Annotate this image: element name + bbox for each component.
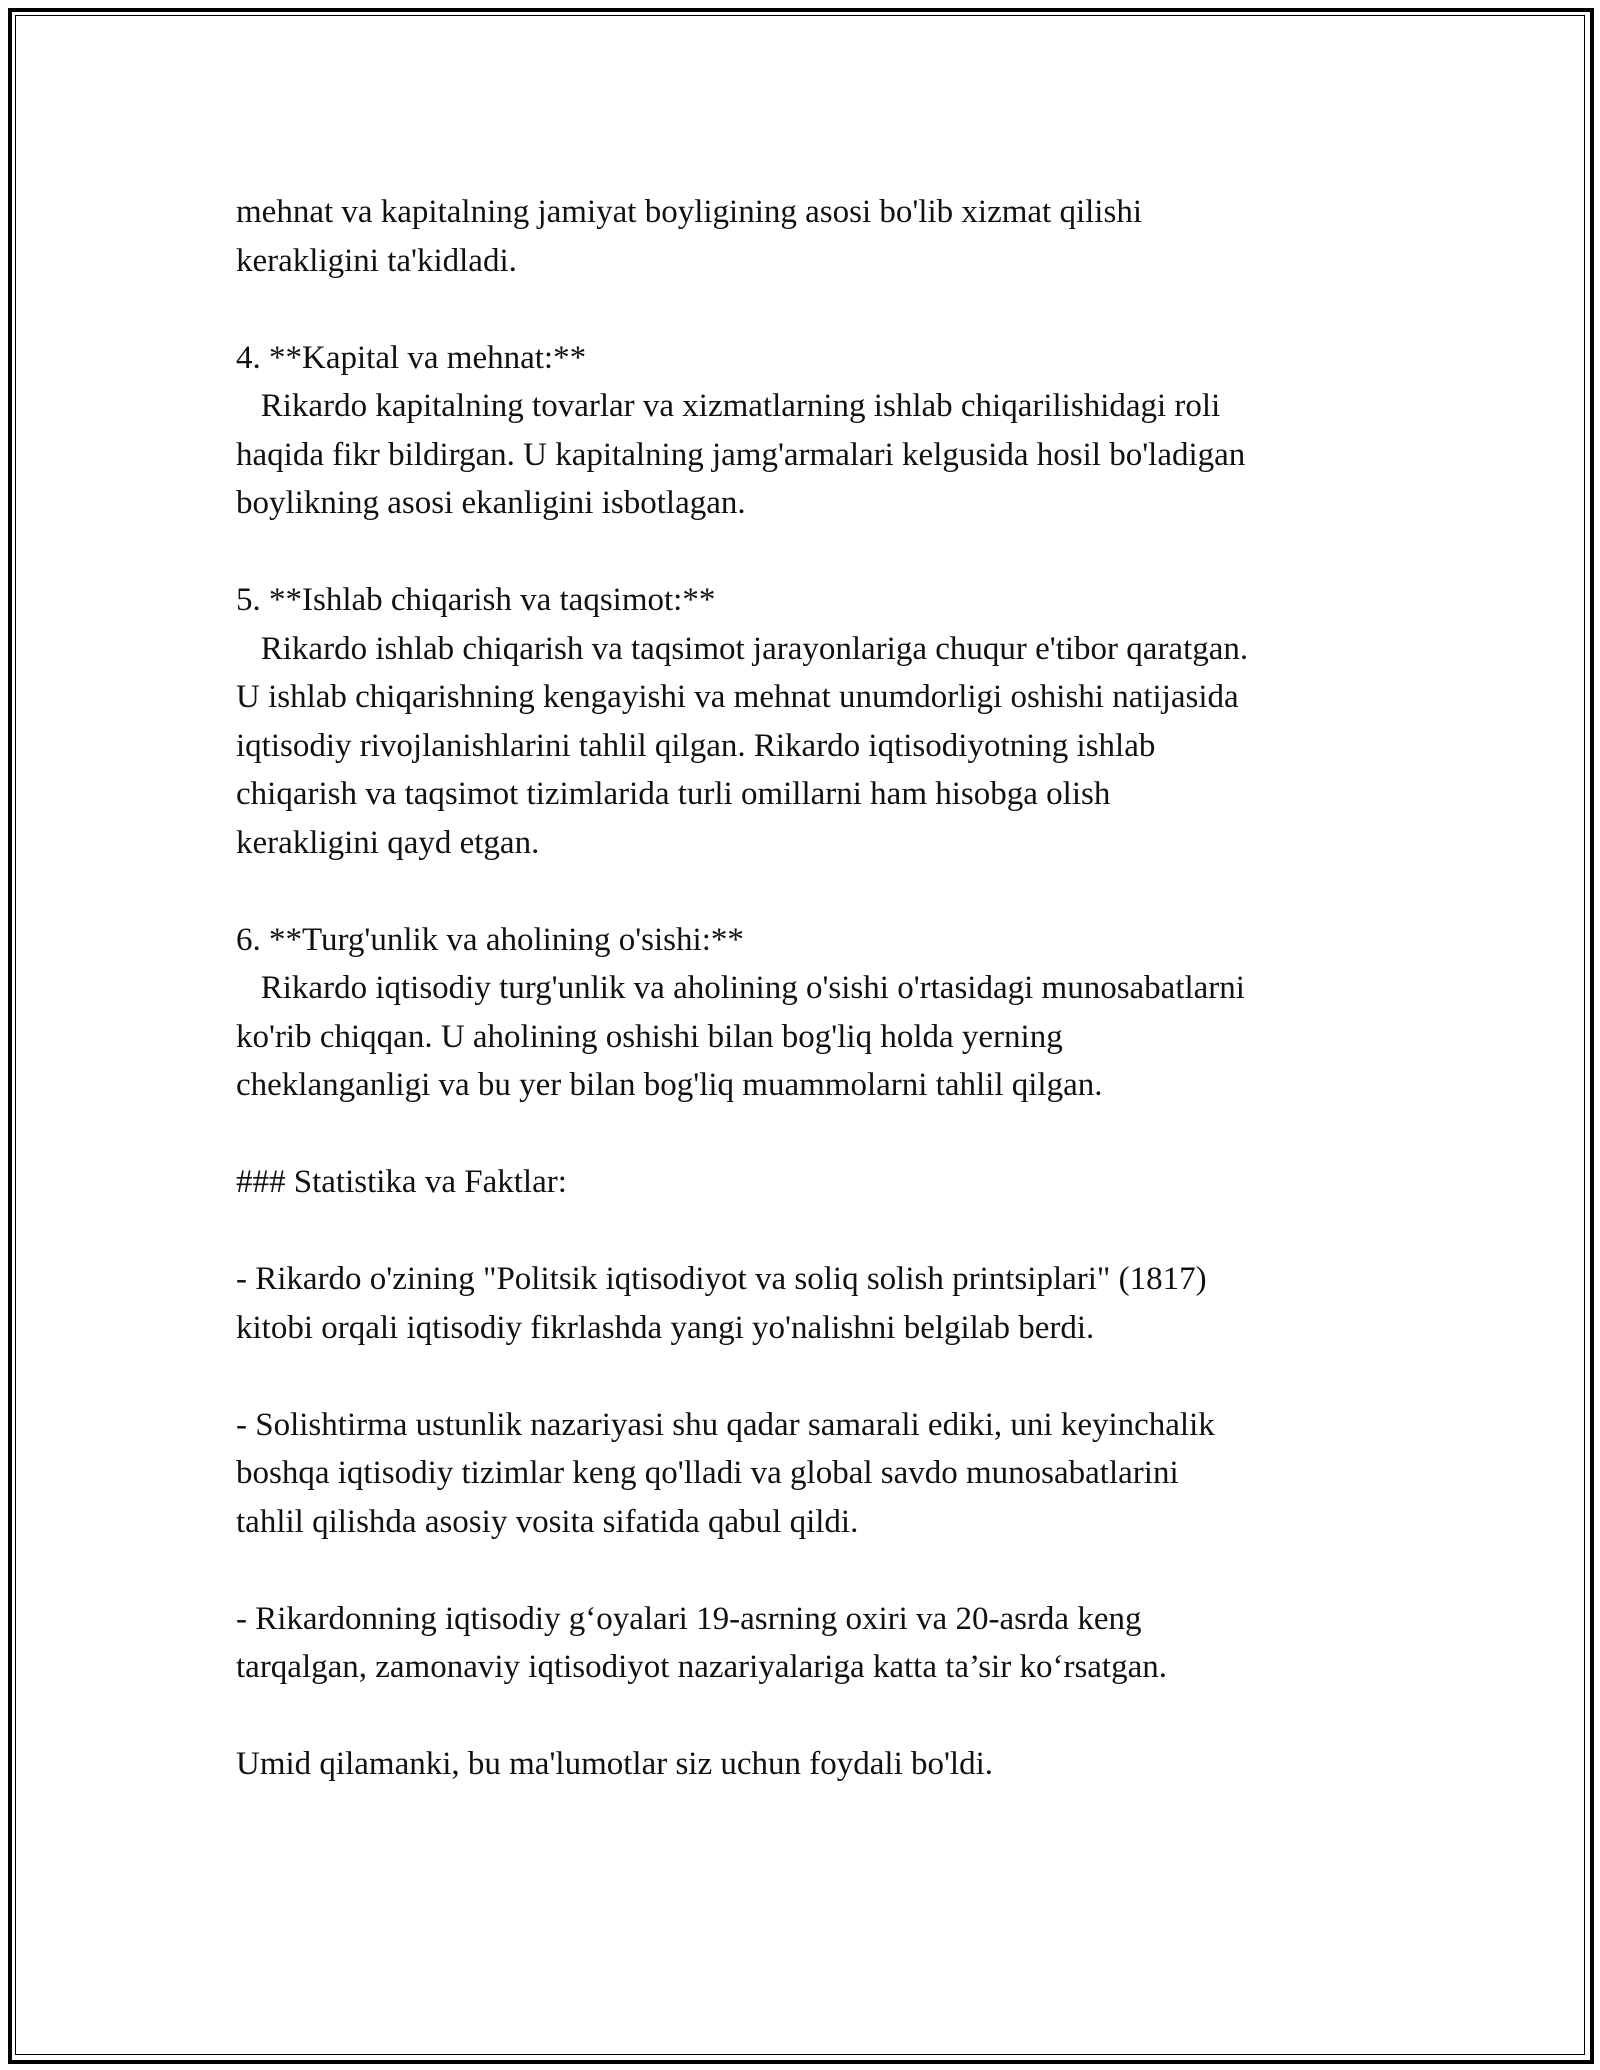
paragraph-gap [236,528,1416,577]
bullet-item [236,1255,1416,1352]
text-line: kitobi orqali iqtisodiy fikrlashda yangi yo'nalishni belgilab berdi. [236,1309,1095,1346]
section-kapital-va-mehnat [236,334,1416,528]
paragraph-gap [236,1352,1416,1401]
paragraph-gap [236,1692,1416,1741]
closing-line: Umid qilamanki, bu ma'lumotlar siz uchun foydali bo'ldi. [236,1746,994,1782]
text-line: - Solishtirma ustunlik nazariyasi shu qadar samarali ediki, uni keyinchalik [236,1406,1215,1443]
text-line: U ishlab chiqarishning kengayishi va mehnat unumdorligi oshishi natijasida [236,679,1239,715]
text-line: mehnat va kapitalning jamiyat boyligining asosi bo'lib xizmat qilishi [236,194,1142,230]
text-line: ko'rib chiqqan. U aholining oshishi bilan bog'liq holda yerning [236,1018,1063,1055]
bullet-item [236,1401,1416,1547]
paragraph-gap [236,1207,1416,1256]
text-line: haqida fikr bildirgan. U kapitalning jamg'armalari kelgusida hosil bo'ladigan [236,436,1246,473]
section-heading: 4. **Kapital va mehnat:** [236,339,587,376]
paragraph-gap [236,1110,1416,1159]
text-line: boylikning asosi ekanligini isbotlagan. [236,485,746,521]
text-line: tarqalgan, zamonaviy iqtisodiyot nazariyalariga katta ta’sir ko‘rsatgan. [236,1649,1167,1685]
text-line: iqtisodiy rivojlanishlarini tahlil qilgan. Rikardo iqtisodiyotning ishlab [236,727,1156,764]
text-line: Rikardo iqtisodiy turg'unlik va aholining o'sishi o'rtasidagi munosabatlarni [236,970,1245,1006]
text-line: kerakligini qayd etgan. [236,824,540,861]
document-body [236,188,1416,1789]
bullet-item [236,1595,1416,1692]
intro-paragraph [236,188,1416,285]
section-heading: 6. **Turg'unlik va aholining o'sishi:** [236,921,744,958]
text-line: chiqarish va taqsimot tizimlarida turli omillarni ham hisobga olish [236,776,1111,812]
text-line: kerakligini ta'kidladi. [236,242,517,279]
text-line: Rikardo kapitalning tovarlar va xizmatlarning ishlab chiqarilishidagi roli [236,388,1221,424]
section-turgunlik [236,916,1416,1110]
text-line: tahlil qilishda asosiy vosita sifatida qabul qildi. [236,1503,859,1540]
text-line: boshqa iqtisodiy tizimlar keng qo'lladi va global savdo munosabatlarini [236,1455,1179,1491]
text-line: Rikardo ishlab chiqarish va taqsimot jarayonlariga chuqur e'tibor qaratgan. [236,630,1249,667]
text-line: - Rikardo o'zining "Politsik iqtisodiyot va soliq solish printsiplari" (1817) [236,1261,1207,1297]
paragraph-gap [236,867,1416,916]
section-heading: 5. **Ishlab chiqarish va taqsimot:** [236,582,716,618]
section-ishlab-chiqarish [236,576,1416,867]
text-line: - Rikardonning iqtisodiy g‘oyalari 19-asrning oxiri va 20-asrda keng [236,1600,1142,1637]
paragraph-gap [236,285,1416,334]
paragraph-gap [236,1546,1416,1595]
text-line: cheklanganligi va bu yer bilan bog'liq muammolarni tahlil qilgan. [236,1067,1103,1103]
stats-heading: ### Statistika va Faktlar: [236,1164,567,1200]
